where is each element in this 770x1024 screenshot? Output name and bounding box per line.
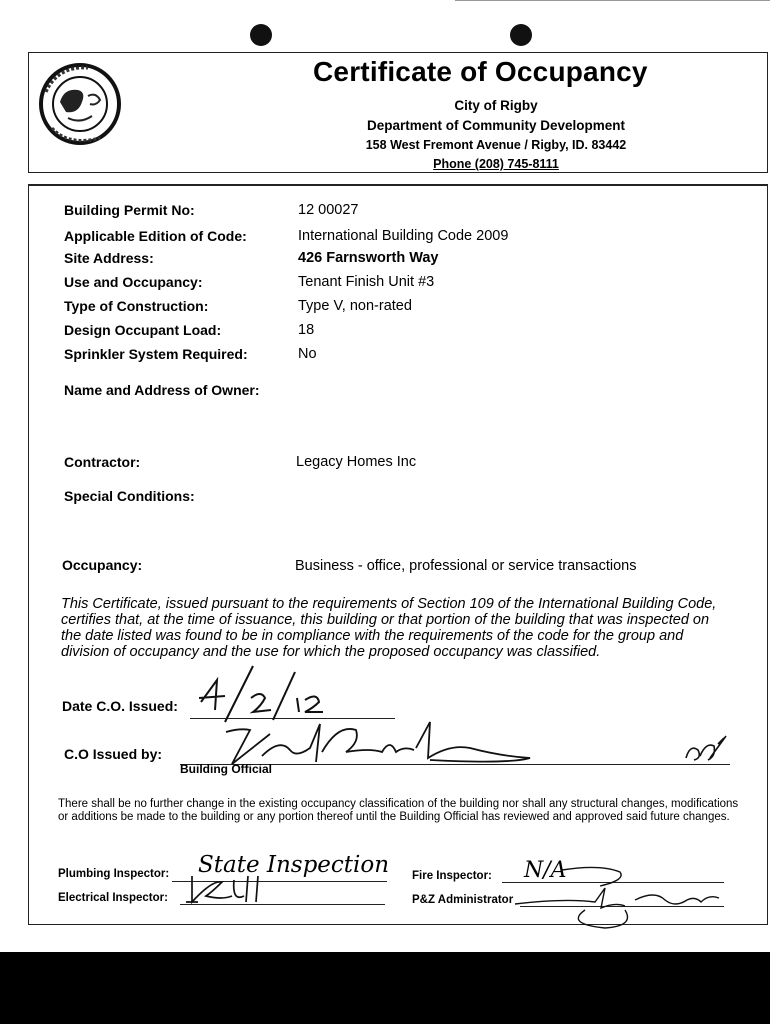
department-name: Department of Community Development: [366, 118, 626, 133]
load-value: 18: [298, 322, 315, 338]
code-label: Applicable Edition of Code:: [64, 228, 247, 244]
date-issued-handwriting: [195, 662, 335, 724]
punch-hole-left: [250, 24, 272, 46]
scan-edge-line: [455, 0, 770, 1]
fire-inspector-handwriting: N/A: [524, 858, 567, 883]
permit-label: Building Permit No:: [64, 202, 195, 218]
plumbing-inspector-handwriting: State Inspection: [198, 852, 390, 878]
building-official-signature: [210, 718, 540, 770]
special-conditions-label: Special Conditions:: [64, 488, 195, 504]
change-notice: There shall be no further change in the existing occupancy classification of the building nor shall any structural changes, modifications or additions be made to the building or any portion thereof until the Building Official has reviewed and approved said future changes.: [58, 798, 739, 823]
load-label: Design Occupant Load:: [64, 322, 222, 338]
date-issued-label: Date C.O. Issued:: [62, 698, 178, 714]
sprinkler-label: Sprinkler System Required:: [64, 346, 248, 362]
electrical-inspector-label: Electrical Inspector:: [58, 892, 168, 904]
department-phone: Phone (208) 745-8111: [433, 157, 559, 171]
sprinkler-value: No: [298, 346, 317, 362]
construction-value: Type V, non-rated: [298, 298, 412, 314]
official-initials: [680, 732, 730, 764]
scan-bottom-border: [0, 952, 770, 1024]
issued-by-label: C.O Issued by:: [64, 746, 163, 762]
contractor-label: Contractor:: [64, 454, 141, 470]
department-address: 158 West Fremont Avenue / Rigby, ID. 83442: [365, 138, 627, 152]
plumbing-inspector-label: Plumbing Inspector:: [58, 868, 170, 880]
electrical-inspector-signature: [182, 872, 282, 908]
owner-label: Name and Address of Owner:: [64, 382, 260, 398]
site-label: Site Address:: [64, 250, 154, 266]
occupancy-value: Business - office, professional or service transactions: [295, 558, 637, 574]
code-value: International Building Code 2009: [298, 228, 509, 244]
permit-value: 12 00027: [298, 202, 359, 218]
site-value: 426 Farnsworth Way: [298, 250, 439, 266]
punch-hole-right: [510, 24, 532, 46]
building-official-label: Building Official: [180, 762, 272, 776]
certificate-title: Certificate of Occupancy: [313, 56, 648, 87]
construction-label: Type of Construction:: [64, 298, 209, 314]
pz-administrator-label: P&Z Administrator: [412, 894, 514, 906]
contractor-value: Legacy Homes Inc: [296, 454, 417, 470]
city-seal-icon: [38, 62, 122, 146]
certification-paragraph: This Certificate, issued pursuant to the requirements of Section 109 of the International Building Code, certifies that, at the time of issuance, this building or that portion of the building that was inspected on the date listed was found to be in compliance with the requirements of the code for the group and division of occupancy and the use for which the proposed occupancy was classified.: [61, 596, 717, 660]
city-name: City of Rigby: [454, 98, 538, 113]
use-label: Use and Occupancy:: [64, 274, 203, 290]
pz-administrator-signature: [505, 880, 730, 930]
fire-inspector-label: Fire Inspector:: [412, 870, 492, 882]
occupancy-label: Occupancy:: [62, 557, 143, 573]
use-value: Tenant Finish Unit #3: [298, 274, 435, 290]
